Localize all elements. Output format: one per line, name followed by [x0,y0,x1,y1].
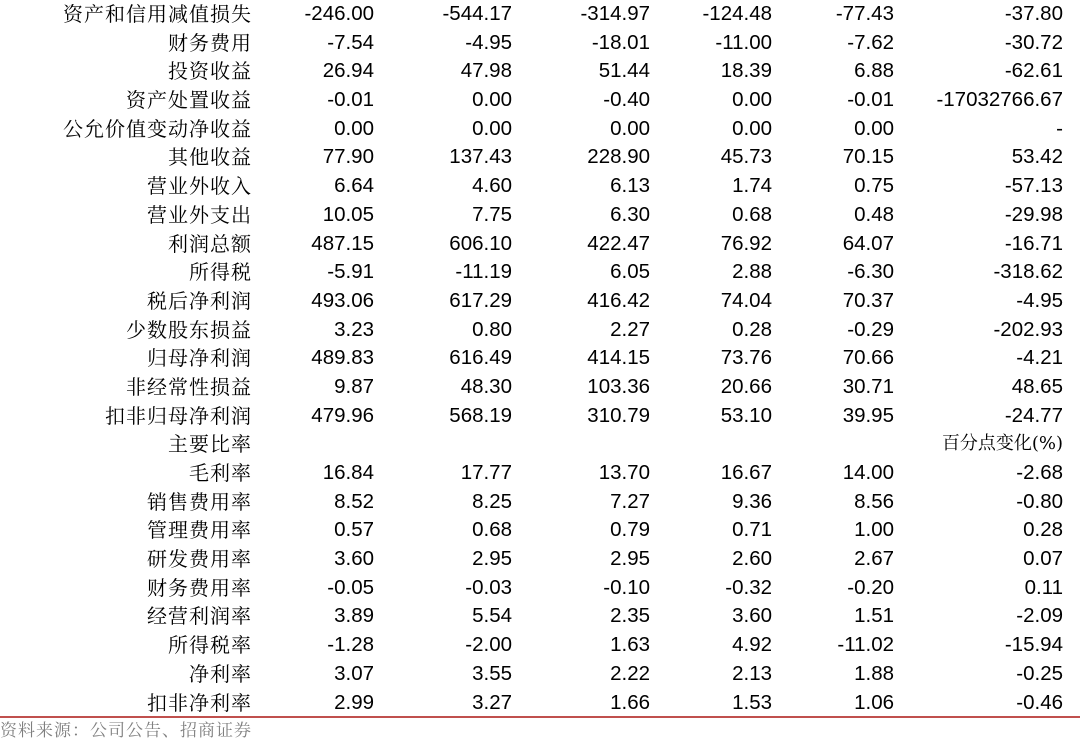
value-cell: 0.28 [732,317,772,341]
value-cell: 2.13 [732,661,772,685]
value-cell: 2.88 [732,260,772,284]
value-cell: 64.07 [842,231,894,255]
change-cell: -0.46 [1016,690,1063,714]
change-cell: -318.62 [993,260,1063,284]
value-cell: 14.00 [842,461,894,484]
value-cell: 73.76 [720,346,772,370]
change-cell: -29.98 [1004,202,1063,226]
row-label: 研发费用率 [147,547,252,572]
value-cell: -6.30 [847,260,894,284]
value-cell: 2.99 [334,690,374,714]
value-cell: 1.74 [732,174,772,198]
value-cell: 2.95 [472,547,512,571]
value-cell: 4.60 [472,174,512,198]
table-row [0,574,1080,603]
value-cell: 493.06 [311,288,374,312]
value-cell: -11.19 [455,260,512,284]
value-cell: 1.53 [732,690,772,714]
value-cell: -0.20 [847,575,894,599]
change-cell: -37.80 [1004,2,1063,25]
change-cell: 0.11 [1024,575,1063,599]
table-row [0,602,1080,631]
table-row [0,660,1080,689]
value-cell: 3.07 [334,661,374,685]
value-cell: -124.48 [702,2,772,25]
value-cell: 5.54 [472,604,512,628]
value-cell: 0.75 [854,174,894,198]
value-cell: 616.49 [449,346,512,370]
value-cell: 0.00 [334,116,374,140]
table-row [0,516,1080,545]
table-row [0,0,1080,29]
value-cell: 2.27 [610,317,650,341]
value-cell: -0.29 [847,317,894,341]
value-cell: 0.00 [610,116,650,140]
value-cell: 47.98 [460,59,512,83]
value-cell: 3.55 [472,661,512,685]
value-cell: 422.47 [587,231,650,255]
value-cell: 16.67 [720,461,772,484]
change-cell: -2.09 [1016,604,1063,628]
change-cell: - [1056,116,1063,140]
value-cell: 0.00 [472,116,512,140]
table-row [0,115,1080,144]
value-cell: 8.52 [334,489,374,513]
value-cell: 487.15 [311,231,374,255]
value-cell: -11.00 [715,30,772,54]
value-cell: -11.02 [837,633,894,657]
value-cell: 53.10 [720,403,772,427]
row-label: 少数股东损益 [126,317,252,342]
value-cell: 6.88 [854,59,894,83]
table-row [0,201,1080,230]
value-cell: 310.79 [587,403,650,427]
change-cell: -0.80 [1016,489,1063,513]
value-cell: 9.87 [334,374,374,398]
value-cell: -2.00 [465,633,512,657]
source-note: 资料来源：公司公告、招商证券 [0,721,252,741]
value-cell: 45.73 [720,145,772,169]
row-label: 营业外收入 [147,174,252,199]
value-cell: 0.68 [472,518,512,542]
table-row [0,57,1080,86]
table-row [0,545,1080,574]
value-cell: -7.62 [847,30,894,54]
table-row [0,86,1080,115]
value-cell: 2.67 [854,547,894,571]
change-cell: -0.25 [1016,661,1063,685]
value-cell: 3.60 [334,547,374,571]
value-cell: 76.92 [720,231,772,255]
value-cell: -0.05 [327,575,374,599]
value-cell: 30.71 [842,374,894,398]
value-cell: 7.27 [610,489,650,513]
table-row [0,316,1080,345]
table-row [0,143,1080,172]
row-label: 营业外支出 [147,202,252,227]
value-cell: 137.43 [449,145,512,169]
change-cell: -57.13 [1004,174,1063,198]
value-cell: 3.89 [334,604,374,628]
value-cell: 26.94 [322,59,374,83]
value-cell: 6.13 [610,174,650,198]
value-cell: 13.70 [598,461,650,484]
row-label: 净利率 [189,661,252,686]
value-cell: 228.90 [587,145,650,169]
row-label: 扣非归母净利润 [105,403,252,428]
change-cell: -17032766.67 [936,88,1063,112]
value-cell: 606.10 [449,231,512,255]
value-cell: 6.30 [610,202,650,226]
value-cell: 0.71 [732,518,772,542]
value-cell: 17.77 [460,461,512,484]
value-cell: -0.32 [725,575,772,599]
value-cell: 6.64 [334,174,374,198]
value-cell: -0.40 [603,88,650,112]
table-row [0,689,1080,718]
change-cell: -15.94 [1004,633,1063,657]
change-cell: -4.95 [1016,288,1063,312]
value-cell: -314.97 [580,2,650,25]
change-cell: -24.77 [1004,403,1063,427]
value-cell: 568.19 [449,403,512,427]
row-label: 资产处置收益 [126,88,252,113]
value-cell: 4.92 [732,633,772,657]
value-cell: 16.84 [322,461,374,484]
value-cell: 0.00 [732,116,772,140]
value-cell: 0.68 [732,202,772,226]
value-cell: 103.36 [587,374,650,398]
value-cell: 1.51 [854,604,894,628]
value-cell: 0.48 [854,202,894,226]
value-cell: -0.01 [327,88,374,112]
value-cell: -0.03 [465,575,512,599]
value-cell: -246.00 [304,2,374,25]
value-cell: 51.44 [598,59,650,83]
value-cell: 0.00 [854,116,894,140]
change-cell: -4.21 [1016,346,1063,370]
row-label: 财务费用 [168,30,252,55]
table-row [0,631,1080,660]
value-cell: -4.95 [465,30,512,54]
row-label: 非经常性损益 [126,374,252,399]
row-label: 归母净利润 [147,346,252,371]
value-cell: 416.42 [587,288,650,312]
value-cell: 70.37 [842,288,894,312]
value-cell: 8.56 [854,489,894,513]
row-label: 财务费用率 [147,575,252,600]
value-cell: 70.15 [842,145,894,169]
value-cell: 74.04 [720,288,772,312]
row-label: 投资收益 [168,59,252,84]
value-cell: 7.75 [472,202,512,226]
value-cell: 479.96 [311,403,374,427]
table-row [0,344,1080,373]
table-row [0,402,1080,431]
value-cell: 1.00 [854,518,894,542]
table-row [0,172,1080,201]
change-cell: -202.93 [993,317,1063,341]
value-cell: -77.43 [835,2,894,25]
change-cell: -16.71 [1004,231,1063,255]
value-cell: 39.95 [842,403,894,427]
value-cell: 2.35 [610,604,650,628]
table-row [0,373,1080,402]
value-cell: 70.66 [842,346,894,370]
row-label: 管理费用率 [147,518,252,543]
value-cell: 1.88 [854,661,894,685]
value-cell: 1.63 [610,633,650,657]
value-cell: 0.00 [732,88,772,112]
table-row [0,459,1080,488]
change-cell: 48.65 [1011,374,1063,398]
change-cell: 53.42 [1011,145,1063,169]
value-cell: 77.90 [322,145,374,169]
value-cell: 489.83 [311,346,374,370]
value-cell: 9.36 [732,489,772,513]
table-row [0,488,1080,517]
value-cell: 3.60 [732,604,772,628]
row-label: 税后净利润 [147,288,252,313]
row-label: 公允价值变动净收益 [63,116,252,141]
table-row [0,230,1080,259]
row-label: 所得税 [189,260,252,285]
row-label: 销售费用率 [147,489,252,514]
row-label: 经营利润率 [147,604,252,629]
section-label: 主要比率 [168,432,252,457]
row-label: 资产和信用减值损失 [63,2,252,26]
value-cell: 617.29 [449,288,512,312]
value-cell: 1.66 [610,690,650,714]
value-cell: 0.00 [472,88,512,112]
value-cell: 6.05 [610,260,650,284]
row-label: 扣非净利率 [147,690,252,715]
value-cell: 3.27 [472,690,512,714]
value-cell: 48.30 [460,374,512,398]
section-header-row [0,430,1080,459]
row-label: 毛利率 [189,461,252,485]
value-cell: 20.66 [720,374,772,398]
value-cell: -544.17 [442,2,512,25]
change-cell: 0.07 [1023,547,1063,571]
value-cell: -7.54 [327,30,374,54]
row-label: 其他收益 [168,145,252,170]
change-unit-note: 百分点变化(%) [941,433,1063,455]
value-cell: 10.05 [322,202,374,226]
value-cell: 0.79 [610,518,650,542]
value-cell: 3.23 [334,317,374,341]
value-cell: -5.91 [327,260,374,284]
value-cell: 8.25 [472,489,512,513]
row-label: 所得税率 [168,633,252,658]
value-cell: 1.06 [854,690,894,714]
value-cell: 2.95 [610,547,650,571]
value-cell: 2.22 [610,661,650,685]
value-cell: -0.10 [603,575,650,599]
row-label: 利润总额 [168,231,252,256]
change-cell: 0.28 [1023,518,1063,542]
value-cell: 18.39 [720,59,772,83]
change-cell: -30.72 [1004,30,1063,54]
value-cell: -18.01 [591,30,650,54]
value-cell: -0.01 [847,88,894,112]
table-row [0,258,1080,287]
change-cell: -2.68 [1016,461,1063,484]
table-row [0,287,1080,316]
value-cell: 0.57 [334,518,374,542]
value-cell: 0.80 [472,317,512,341]
value-cell: 2.60 [732,547,772,571]
value-cell: 414.15 [587,346,650,370]
change-cell: -62.61 [1004,59,1063,83]
value-cell: -1.28 [327,633,374,657]
table-row [0,29,1080,58]
